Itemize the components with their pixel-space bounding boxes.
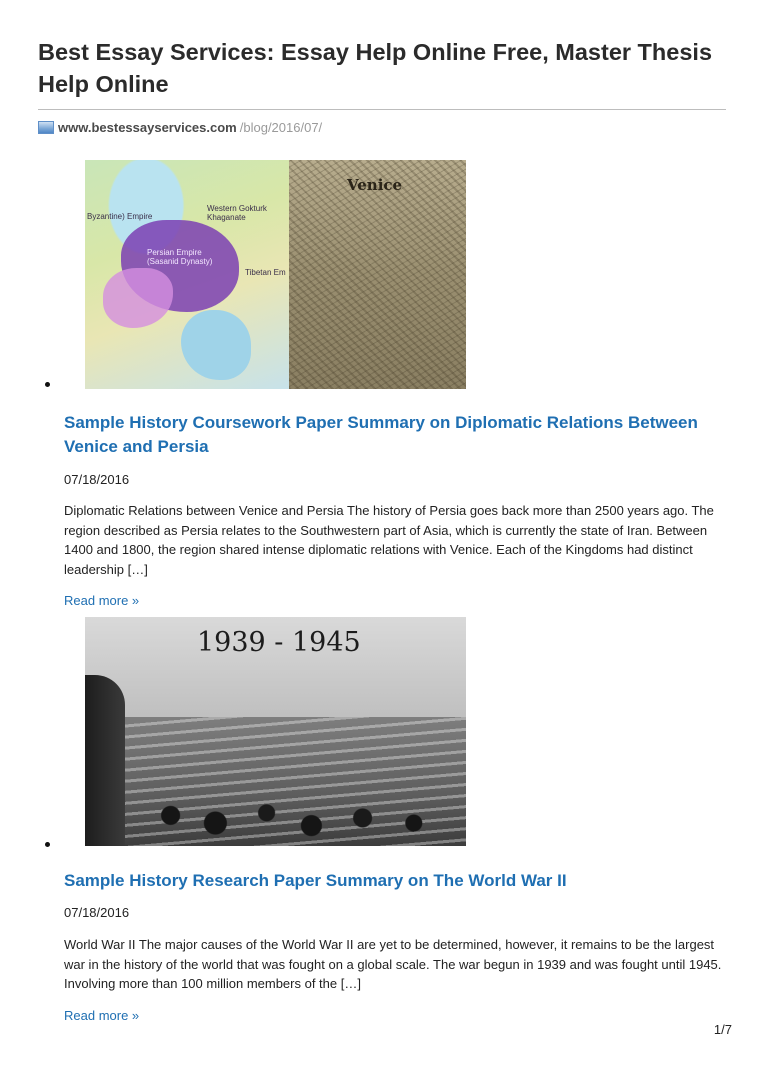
- map-label: Persian Empire (Sasanid Dynasty): [147, 248, 213, 266]
- source-line: [38, 119, 322, 135]
- post-date: 07/18/2016: [64, 472, 130, 487]
- site-favicon-icon: [38, 121, 54, 134]
- read-more-link[interactable]: Read more »: [64, 593, 140, 608]
- post-excerpt: World War II The major causes of the World War II are yet to be determined, however, it remains to be the largest war in the history of the world that was fought on a global scale. The war begun in 1939 and was fought until 1945. Involving more than 100 million members of the […]: [64, 937, 722, 991]
- image-caption-years: 1939 - 1945: [197, 627, 361, 658]
- venice-label: Venice: [347, 176, 403, 194]
- source-path: /blog/2016/07/: [239, 119, 323, 135]
- read-more-link[interactable]: Read more »: [64, 1008, 140, 1023]
- post-date: 07/18/2016: [64, 905, 130, 920]
- post-thumbnail-venice-persia[interactable]: [85, 160, 466, 389]
- soldiers-silhouettes: [145, 795, 465, 846]
- venice-engraving: [289, 160, 466, 389]
- header-divider: [38, 109, 726, 110]
- map-label: Western Gokturk Khaganate: [207, 204, 267, 222]
- persian-empire-map: [85, 160, 289, 389]
- post-excerpt: Diplomatic Relations between Venice and Persia The history of Persia goes back more than 2500 years ago. The region described as Persia relates to the Southwestern part of Asia, which is currently the state of Iran. Between 1400 and 1800, the region shared intense diplomatic relations with Venice. Each of the Kingdoms had distinct leadership […]: [64, 503, 714, 577]
- post-thumbnail-world-war-ii[interactable]: [85, 617, 466, 846]
- landing-craft-hull: [85, 675, 125, 846]
- list-bullet: [45, 382, 50, 387]
- page-number: 1/7: [713, 1022, 732, 1037]
- post-title-link[interactable]: Sample History Research Paper Summary on The World War II: [64, 871, 567, 890]
- source-domain-link[interactable]: www.bestessayservices.com: [58, 119, 237, 135]
- list-bullet: [45, 842, 50, 847]
- map-label: Byzantine) Empire: [87, 212, 153, 221]
- page-title: Best Essay Services: Essay Help Online Free, Master Thesis Help Online: [38, 39, 713, 97]
- post-title-link[interactable]: Sample History Coursework Paper Summary on Diplomatic Relations Between Venice and Persia: [64, 413, 698, 456]
- map-label: Tibetan Em: [245, 268, 286, 277]
